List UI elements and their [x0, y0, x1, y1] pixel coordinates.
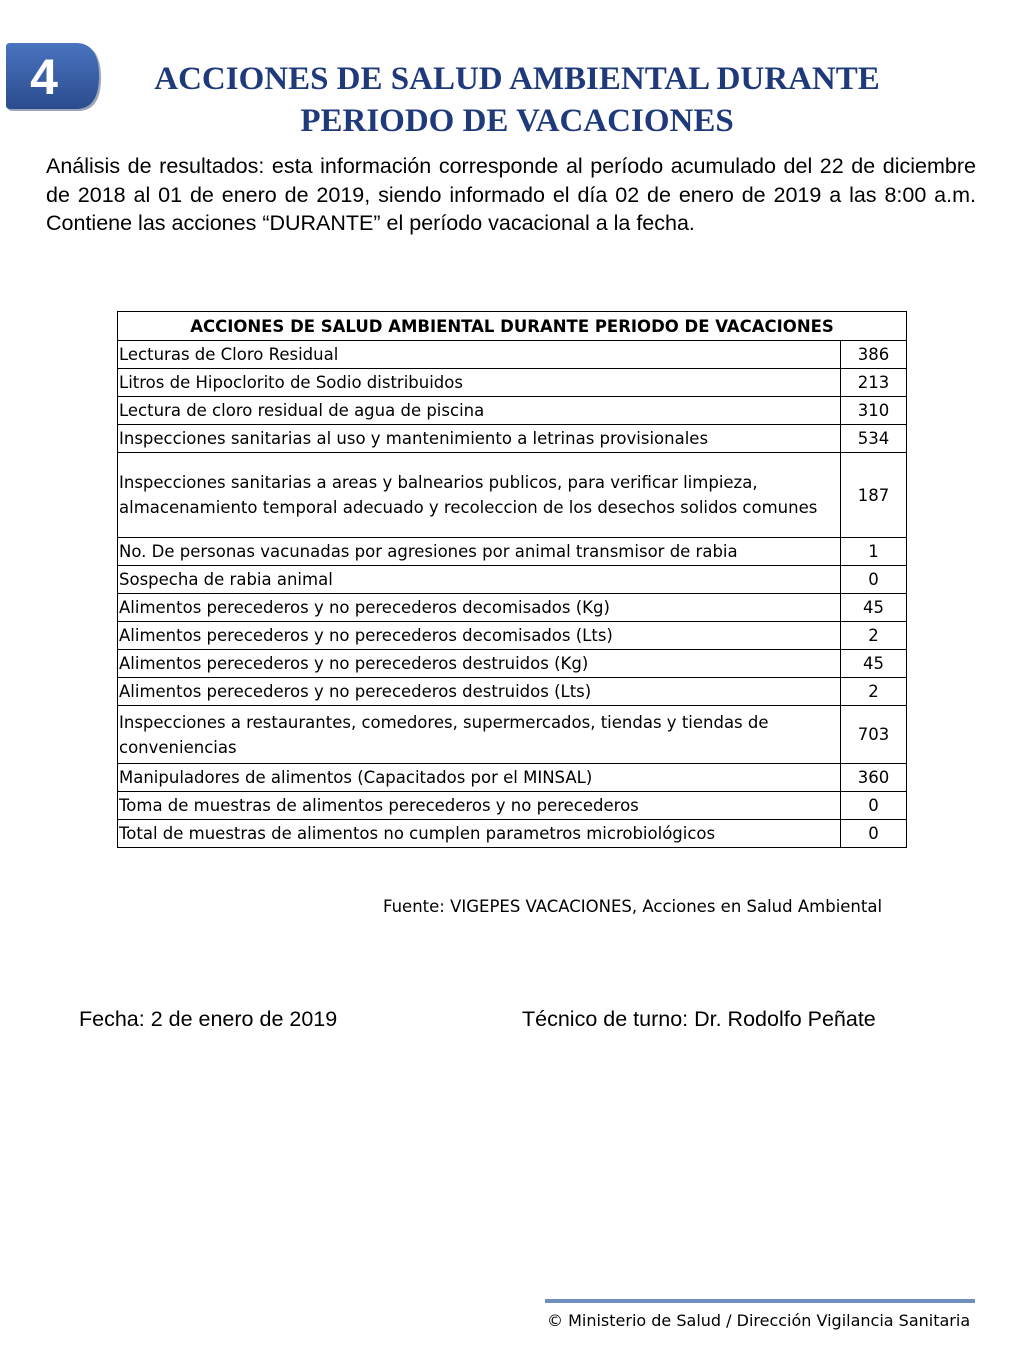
footer-copyright: © Ministerio de Salud / Dirección Vigilancia Sanitaria: [547, 1311, 971, 1330]
table-row: [118, 622, 907, 650]
table-row: [118, 425, 907, 453]
row-value: 213: [841, 369, 907, 397]
row-label: Alimentos perecederos y no perecederos destruidos (Kg): [118, 650, 841, 678]
technician-on-duty: Técnico de turno: Dr. Rodolfo Peñate: [522, 1007, 876, 1031]
row-value: 386: [841, 341, 907, 369]
row-value: 45: [841, 650, 907, 678]
row-label: Total de muestras de alimentos no cumplen parametros microbiológicos: [118, 820, 841, 848]
row-value: 0: [841, 566, 907, 594]
row-label: Sospecha de rabia animal: [118, 566, 841, 594]
badge-shape: [4, 41, 101, 111]
page-title: [112, 58, 922, 142]
row-label: Toma de muestras de alimentos perecederos y no perecederos: [118, 792, 841, 820]
row-label: No. De personas vacunadas por agresiones por animal transmisor de rabia: [118, 538, 841, 566]
table-row: [118, 820, 907, 848]
report-date: Fecha: 2 de enero de 2019: [79, 1007, 338, 1031]
intro-paragraph: Análisis de resultados: esta información corresponde al período acumulado del 22 de diciembre de 2018 al 01 de enero de 2019, siendo informado el día 02 de enero de 2019 a las 8:00 a.m. Contiene las acciones “DURANTE” el período vacacional a la fecha.: [46, 154, 976, 235]
table-row: [118, 397, 907, 425]
row-label: Litros de Hipoclorito de Sodio distribuidos: [118, 369, 841, 397]
table-header: ACCIONES DE SALUD AMBIENTAL DURANTE PERIODO DE VACACIONES: [118, 312, 907, 341]
row-value: 360: [841, 764, 907, 792]
page-title-line-2: PERIODO DE VACACIONES: [300, 103, 734, 139]
row-label: Lectura de cloro residual de agua de piscina: [118, 397, 841, 425]
row-value: 703: [841, 706, 907, 764]
row-value: 45: [841, 594, 907, 622]
row-value: 187: [841, 453, 907, 538]
source-note: Fuente: VIGEPES VACACIONES, Acciones en Salud Ambiental: [383, 897, 883, 916]
row-label: Alimentos perecederos y no perecederos decomisados (Lts): [118, 622, 841, 650]
row-label: Inspecciones sanitarias al uso y mantenimiento a letrinas provisionales: [118, 425, 841, 453]
row-value: 0: [841, 792, 907, 820]
actions-table: [117, 311, 907, 848]
table-row: [118, 341, 907, 369]
table-row: [118, 538, 907, 566]
row-label: Lecturas de Cloro Residual: [118, 341, 841, 369]
row-label: Alimentos perecederos y no perecederos destruidos (Lts): [118, 678, 841, 706]
row-value: 310: [841, 397, 907, 425]
footer-divider: [545, 1299, 975, 1303]
row-value: 2: [841, 678, 907, 706]
row-value: 2: [841, 622, 907, 650]
table-row: [118, 453, 907, 538]
row-label: Inspecciones a restaurantes, comedores, supermercados, tiendas y tiendas de conveniencias: [118, 706, 841, 764]
table-row: [118, 566, 907, 594]
row-value: 1: [841, 538, 907, 566]
table-row: [118, 706, 907, 764]
row-label: Inspecciones sanitarias a areas y balnearios publicos, para verificar limpieza, almacenamiento temporal adecuado y recoleccion de los desechos solidos comunes: [118, 453, 841, 538]
table-row: [118, 594, 907, 622]
row-value: 0: [841, 820, 907, 848]
table-row: [118, 792, 907, 820]
row-label: Alimentos perecederos y no perecederos decomisados (Kg): [118, 594, 841, 622]
table-row: [118, 369, 907, 397]
badge-number: 4: [30, 49, 58, 105]
table-row: [118, 650, 907, 678]
row-label: Manipuladores de alimentos (Capacitados por el MINSAL): [118, 764, 841, 792]
page-title-line-1: ACCIONES DE SALUD AMBIENTAL DURANTE: [154, 61, 880, 97]
table-row: [118, 764, 907, 792]
row-value: 534: [841, 425, 907, 453]
table-row: [118, 678, 907, 706]
section-number-badge: [4, 41, 101, 111]
